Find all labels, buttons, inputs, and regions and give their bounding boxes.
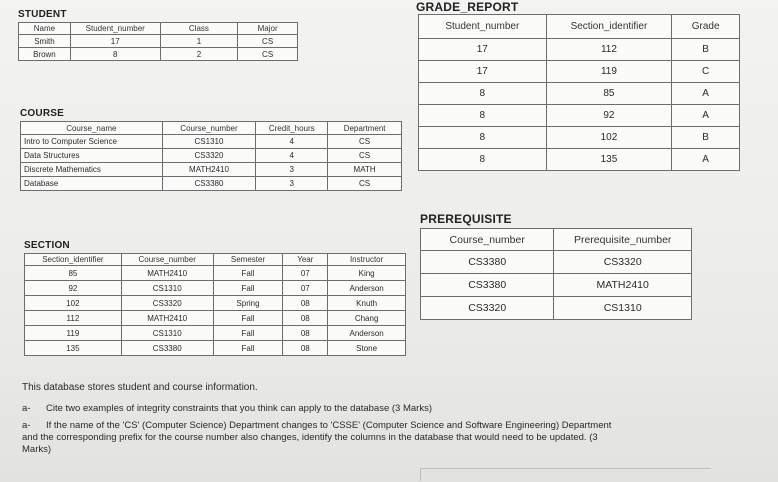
table-cell: Brown <box>19 48 71 61</box>
table-cell: 2 <box>160 48 238 61</box>
section-header-row <box>25 254 406 266</box>
table-row <box>25 341 406 356</box>
table-cell: 08 <box>283 341 328 356</box>
section-header-cell: Course_number <box>121 254 213 266</box>
table-cell: B <box>672 127 740 149</box>
table-cell: Database <box>21 177 163 191</box>
table-row <box>21 149 402 163</box>
table-cell: 112 <box>546 39 672 61</box>
answer-box-edge <box>420 468 711 481</box>
table-cell: 92 <box>25 281 122 296</box>
table-cell: CS3320 <box>421 297 554 320</box>
grade-report-table-title: GRADE_REPORT <box>416 0 519 14</box>
table-cell: MATH2410 <box>162 163 256 177</box>
table-cell: CS <box>328 177 402 191</box>
table-cell: Fall <box>213 281 283 296</box>
table-cell: 119 <box>25 326 122 341</box>
table-cell: 102 <box>546 127 672 149</box>
table-cell: CS3320 <box>121 296 213 311</box>
table-row <box>25 296 406 311</box>
table-cell: CS1310 <box>162 135 256 149</box>
table-cell: CS3320 <box>162 149 256 163</box>
table-cell: A <box>672 105 740 127</box>
table-cell: Intro to Computer Science <box>21 135 163 149</box>
table-cell: 8 <box>419 149 547 171</box>
table-cell: King <box>328 266 406 281</box>
table-cell: 8 <box>70 48 160 61</box>
table-cell: CS <box>238 35 298 48</box>
prerequisite-header-cell: Course_number <box>421 229 554 251</box>
table-cell: CS <box>328 135 402 149</box>
table-cell: 08 <box>283 326 328 341</box>
table-cell: 135 <box>25 341 122 356</box>
table-row <box>25 311 406 326</box>
table-cell: 3 <box>256 163 328 177</box>
course-header-cell: Department <box>328 122 402 135</box>
grade-report-header-row <box>419 15 740 39</box>
table-cell: Knuth <box>328 296 406 311</box>
table-cell: 119 <box>546 61 672 83</box>
table-cell: A <box>672 83 740 105</box>
table-cell: Stone <box>328 341 406 356</box>
student-header-row <box>19 23 298 35</box>
table-cell: 17 <box>70 35 160 48</box>
table-row <box>419 149 740 171</box>
table-row <box>25 266 406 281</box>
table-row <box>421 297 692 320</box>
table-row <box>25 281 406 296</box>
question-part-b-line1: If the name of the 'CS' (Computer Science) Department changes to 'CSSE' (Computer Science and Software Engineering) Department <box>46 420 612 431</box>
table-cell: 08 <box>283 296 328 311</box>
table-cell: 07 <box>283 266 328 281</box>
table-cell: Discrete Mathematics <box>21 163 163 177</box>
table-cell: CS <box>238 48 298 61</box>
grade-report-table <box>418 14 740 171</box>
table-cell: 1 <box>160 35 238 48</box>
table-cell: CS <box>328 149 402 163</box>
prerequisite-header-cell: Prerequisite_number <box>554 229 692 251</box>
table-cell: 85 <box>546 83 672 105</box>
table-cell: 8 <box>419 127 547 149</box>
grade-report-header-cell: Grade <box>672 15 740 39</box>
table-cell: CS1310 <box>121 281 213 296</box>
table-row <box>421 274 692 297</box>
table-row <box>21 177 402 191</box>
table-cell: 4 <box>256 135 328 149</box>
table-cell: 135 <box>546 149 672 171</box>
table-cell: 3 <box>256 177 328 191</box>
student-header-cell: Class <box>160 23 238 35</box>
student-header-cell: Student_number <box>70 23 160 35</box>
table-cell: A <box>672 149 740 171</box>
table-row <box>419 127 740 149</box>
table-cell: MATH2410 <box>121 266 213 281</box>
section-table <box>24 253 406 356</box>
question-part-a-text: Cite two examples of integrity constraints that you think can apply to the database (3 Marks) <box>46 403 432 414</box>
table-cell: Fall <box>213 311 283 326</box>
student-table-title: STUDENT <box>18 9 67 20</box>
table-cell: 08 <box>283 311 328 326</box>
table-cell: 4 <box>256 149 328 163</box>
course-header-cell: Credit_hours <box>256 122 328 135</box>
table-row <box>19 35 298 48</box>
table-cell: 85 <box>25 266 122 281</box>
table-cell: 07 <box>283 281 328 296</box>
table-cell: CS1310 <box>554 297 692 320</box>
table-row <box>419 83 740 105</box>
table-cell: B <box>672 39 740 61</box>
table-cell: Fall <box>213 326 283 341</box>
table-cell: Data Structures <box>21 149 163 163</box>
question-part-b-line3: Marks) <box>22 444 52 455</box>
table-row <box>25 326 406 341</box>
table-cell: Fall <box>213 266 283 281</box>
question-part-a-marker: a- <box>22 403 31 414</box>
question-part-a <box>22 403 432 415</box>
table-cell: Spring <box>213 296 283 311</box>
table-cell: Anderson <box>328 281 406 296</box>
course-table-title: COURSE <box>20 108 64 119</box>
grade-report-header-cell: Student_number <box>419 15 547 39</box>
table-cell: CS3380 <box>121 341 213 356</box>
student-header-cell: Name <box>19 23 71 35</box>
section-table-title: SECTION <box>24 240 70 251</box>
table-cell: 92 <box>546 105 672 127</box>
table-row <box>421 251 692 274</box>
question-part-b-line2: and the corresponding prefix for the course number also changes, identify the columns in the database that would need to be updated. (3 <box>22 432 598 443</box>
course-table <box>20 121 402 191</box>
table-row <box>21 163 402 177</box>
table-cell: C <box>672 61 740 83</box>
student-header-cell: Major <box>238 23 298 35</box>
table-cell: CS3380 <box>421 274 554 297</box>
table-cell: MATH <box>328 163 402 177</box>
table-cell: Smith <box>19 35 71 48</box>
table-cell: CS3380 <box>162 177 256 191</box>
table-cell: MATH2410 <box>121 311 213 326</box>
grade-report-header-cell: Section_identifier <box>546 15 672 39</box>
table-row <box>21 135 402 149</box>
question-part-b-marker: a- <box>22 420 31 431</box>
table-cell: Anderson <box>328 326 406 341</box>
table-row <box>19 48 298 61</box>
table-cell: CS3320 <box>554 251 692 274</box>
course-header-row <box>21 122 402 135</box>
table-row <box>419 105 740 127</box>
student-table <box>18 22 298 61</box>
prerequisite-table <box>420 228 692 320</box>
table-cell: 8 <box>419 105 547 127</box>
table-row <box>419 61 740 83</box>
table-cell: 102 <box>25 296 122 311</box>
course-header-cell: Course_number <box>162 122 256 135</box>
table-row <box>419 39 740 61</box>
section-header-cell: Section_identifier <box>25 254 122 266</box>
section-header-cell: Year <box>283 254 328 266</box>
section-header-cell: Instructor <box>328 254 406 266</box>
table-cell: Chang <box>328 311 406 326</box>
question-intro: This database stores student and course information. <box>22 382 258 393</box>
prerequisite-table-title: PREREQUISITE <box>420 212 512 226</box>
table-cell: 17 <box>419 61 547 83</box>
table-cell: CS3380 <box>421 251 554 274</box>
table-cell: 112 <box>25 311 122 326</box>
table-cell: 8 <box>419 83 547 105</box>
table-cell: 17 <box>419 39 547 61</box>
table-cell: MATH2410 <box>554 274 692 297</box>
question-part-b <box>22 420 712 456</box>
section-header-cell: Semester <box>213 254 283 266</box>
table-cell: Fall <box>213 341 283 356</box>
course-header-cell: Course_name <box>21 122 163 135</box>
prerequisite-header-row <box>421 229 692 251</box>
table-cell: CS1310 <box>121 326 213 341</box>
